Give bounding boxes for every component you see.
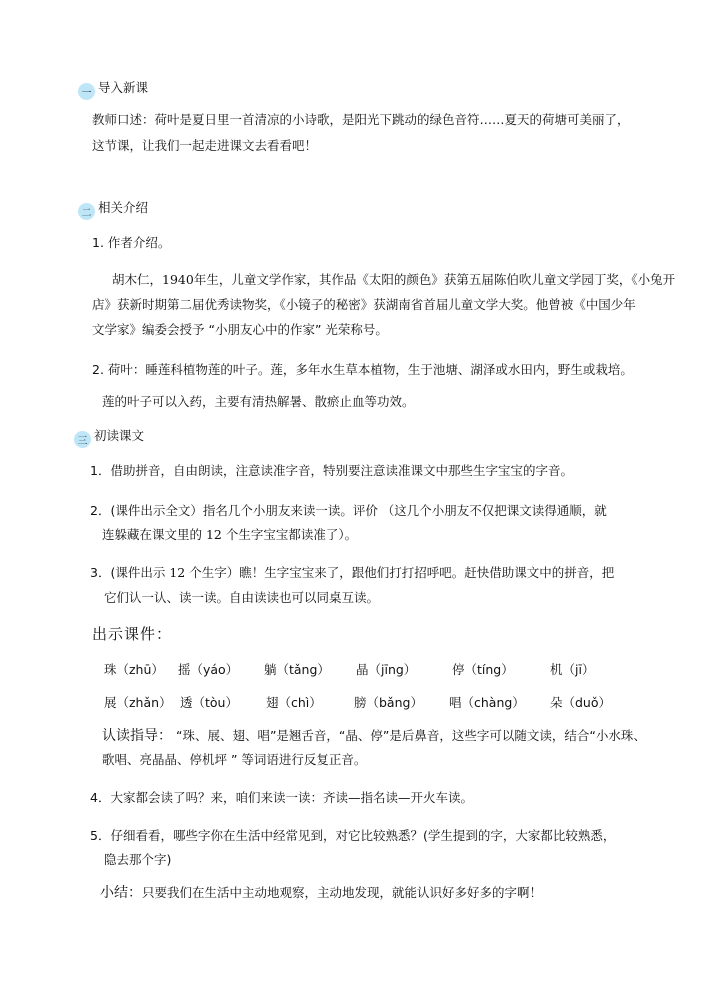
step-1: 1．借助拼音，自由朗读，注意读准字音，特别要注意读准课文中那些生字宝宝的字音。 — [90, 463, 573, 478]
bio-line-1: 胡木仁，1940年生，儿童文学作家，其作品《太阳的颜色》获第五届陈伯吹儿童文学园丁奖，《小兔开 — [112, 272, 676, 287]
author-intro-heading: 1. 作者介绍。 — [92, 235, 171, 250]
step-2-line-2: 连躲藏在课文里的 12 个生字宝宝都读准了）。 — [102, 527, 358, 542]
step-3-line-2: 它们认一认、读一读。自由读读也可以同桌互读。 — [104, 590, 380, 605]
pinyin-entry: 停（tíng） — [452, 662, 514, 677]
lotus-leaf-definition: 2. 荷叶：睡莲科植物莲的叶子。莲，多年水生草本植物，生于池塘、湖泽或水田内，野生或栽培。 — [92, 362, 633, 377]
section-title: 相关介绍 — [98, 200, 149, 215]
step-4: 4．大家都会读了吗？来，咱们来读一读：齐读—指名读—开火车读。 — [90, 790, 473, 805]
section-3-header — [74, 426, 145, 447]
pinyin-entry: 珠（zhū） — [104, 662, 164, 677]
section-1-header — [78, 78, 149, 99]
pinyin-entry: 摇（yáo） — [178, 662, 239, 677]
reading-guide-label: 认读指导： — [102, 728, 172, 744]
reading-guide-line-2: 歌唱、亮晶晶、停机坪 ” 等词语进行反复正音。 — [102, 752, 367, 767]
section-number-badge: 一 — [78, 83, 95, 100]
section-number-badge: 三 — [74, 431, 91, 448]
intro-line-1: 教师口述：荷叶是夏日里一首清凉的小诗歌，是阳光下跳动的绿色音符……夏天的荷塘可美丽了， — [92, 112, 630, 127]
step-3-line-1: 3．(课件出示 12 个生字）瞧！生字宝宝来了，跟他们打打招呼吧。赶快借助课文中的拼音，把 — [90, 565, 615, 580]
pinyin-entry: 朵（duǒ） — [550, 695, 612, 710]
summary: 小结：只要我们在生活中主动地观察，主动地发现，就能认识好多好多的字啊！ — [100, 885, 543, 901]
section-title: 初读课文 — [94, 428, 145, 443]
bio-line-3: 文学家》编委会授予 “小朋友心中的作家” 光荣称号。 — [92, 322, 388, 337]
section-number-badge: 二 — [78, 203, 95, 220]
section-2-header — [78, 198, 149, 219]
courseware-label: 出示课件： — [92, 625, 173, 643]
step-5-line-2: 隐去那个字) — [104, 852, 172, 867]
pinyin-entry: 翅（chì） — [266, 695, 322, 710]
pinyin-entry: 唱（chàng） — [449, 695, 525, 710]
pinyin-entry: 机（jī） — [550, 662, 595, 677]
pinyin-entry: 透（tòu） — [180, 695, 238, 710]
bio-line-2: 店》获新时期第二届优秀读物奖，《小镜子的秘密》获湖南省首届儿童文学大奖。他曾被《中国少年 — [92, 297, 636, 312]
pinyin-entry: 膀（bǎng） — [354, 695, 423, 710]
section-title: 导入新课 — [98, 80, 149, 95]
summary-label: 小结： — [100, 885, 142, 901]
pinyin-entry: 躺（tǎng） — [264, 662, 330, 677]
lotus-leaf-usage: 莲的叶子可以入药，主要有清热解暑、散瘀止血等功效。 — [102, 394, 415, 409]
pinyin-entry: 晶（jīng） — [356, 662, 417, 677]
pinyin-entry: 展（zhǎn） — [104, 695, 172, 710]
reading-guide-line-1: 认读指导： “珠、展、翅、唱”是翘舌音，“晶、停”是后鼻音，这些字可以随文读，结合“小水珠、 — [102, 728, 646, 744]
intro-line-2: 这节课，让我们一起走进课文去看看吧！ — [92, 138, 318, 153]
step-5-line-1: 5．仔细看看，哪些字你在生活中经常见到，对它比较熟悉？(学生提到的字，大家都比较熟悉， — [90, 828, 616, 843]
step-2-line-1: 2．(课件出示全文）指名几个小朋友来读一读。评价 （这几个小朋友不仅把课文读得通顺，就 — [90, 503, 607, 518]
